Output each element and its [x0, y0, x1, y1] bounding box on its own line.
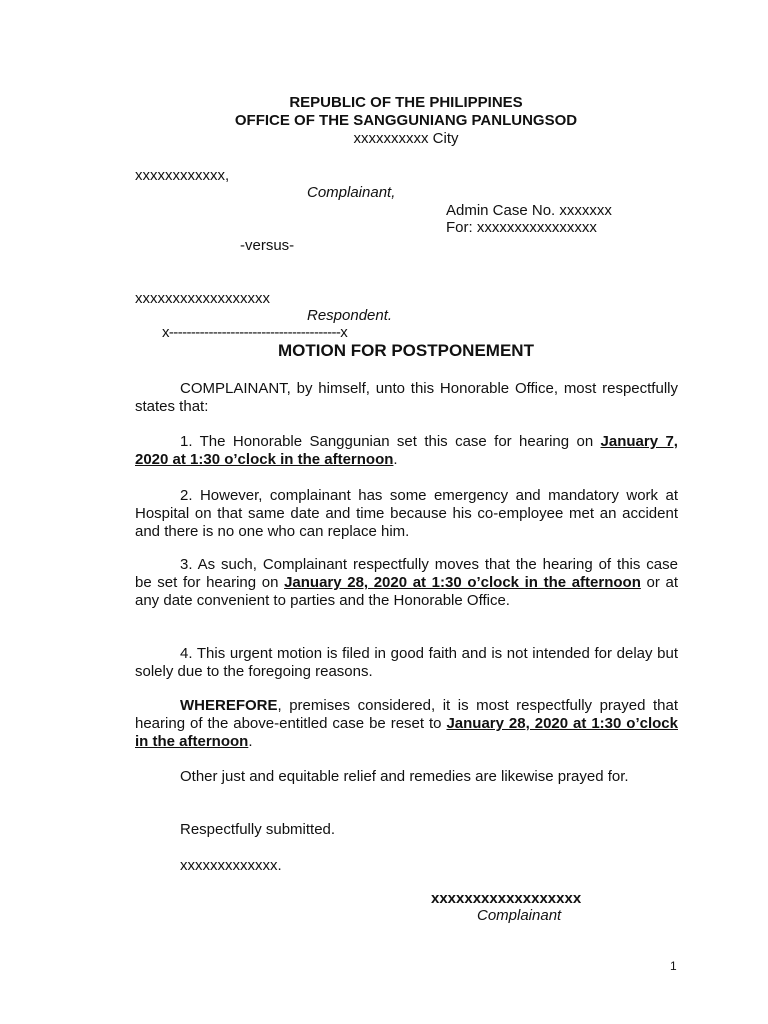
paragraph-1-date: January 7, 2020 at 1:30 o’clock in the afternoon	[135, 433, 678, 468]
case-number: Admin Case No. xxxxxxx	[446, 202, 612, 219]
header-city: xxxxxxxxxx City	[353, 130, 459, 147]
respondent-label: Respondent.	[307, 307, 393, 324]
wherefore-date: January 28, 2020 at 1:30 o’clock in the afternoon	[135, 715, 678, 750]
complainant-name: xxxxxxxxxxxx,	[135, 167, 230, 184]
wherefore-text: , premises considered, it is most respectfully prayed that hearing of the above-entitled case be reset to	[135, 697, 678, 732]
paragraph-1-end: .	[393, 451, 398, 468]
signature-name: xxxxxxxxxxxxxxxxxx	[431, 890, 582, 907]
other-relief-paragraph: Other just and equitable relief and remedies are likewise prayed for.	[180, 768, 629, 785]
case-for: For: xxxxxxxxxxxxxxxx	[446, 219, 597, 236]
paragraph-1	[135, 433, 678, 469]
paragraph-3	[135, 556, 678, 610]
paragraph-3-text: 3. As such, Complainant respectfully moves that the hearing of this case be set for hearing on	[135, 556, 678, 591]
page-number: 1	[670, 959, 677, 973]
signature-label: Complainant	[477, 907, 562, 924]
paragraph-1-text: 1. The Honorable Sanggunian set this case for hearing on	[180, 433, 601, 450]
wherefore-end: .	[248, 733, 253, 750]
paragraph-2: 2. However, complainant has some emergency and mandatory work at Hospital on that same date and time because his co-employee met an accident and there is no one who can replace him.	[135, 487, 678, 540]
wherefore-paragraph	[135, 697, 678, 751]
complainant-label: Complainant,	[307, 184, 396, 201]
header-office: OFFICE OF THE SANGGUNIANG PANLUNGSOD	[234, 112, 578, 129]
document-title: MOTION FOR POSTPONEMENT	[278, 341, 534, 360]
intro-paragraph: COMPLAINANT, by himself, unto this Honorable Office, most respectfully states that:	[135, 380, 678, 415]
respectfully-submitted: Respectfully submitted.	[180, 821, 336, 838]
paragraph-3-date: January 28, 2020 at 1:30 o’clock in the afternoon	[284, 574, 641, 591]
caption-divider: x---------------------------------------x	[162, 324, 348, 341]
paragraph-3-end: or at any date convenient to parties and the Honorable Office.	[135, 574, 678, 609]
paragraph-4: 4. This urgent motion is filed in good faith and is not intended for delay but solely due to the foregoing reasons.	[135, 645, 678, 680]
header-republic: REPUBLIC OF THE PHILIPPINES	[289, 94, 523, 111]
place-and-date: xxxxxxxxxxxxx.	[180, 857, 282, 874]
versus-label: -versus-	[240, 237, 295, 254]
respondent-name: xxxxxxxxxxxxxxxxxx	[135, 290, 270, 307]
wherefore-lead: WHEREFORE	[180, 697, 278, 714]
